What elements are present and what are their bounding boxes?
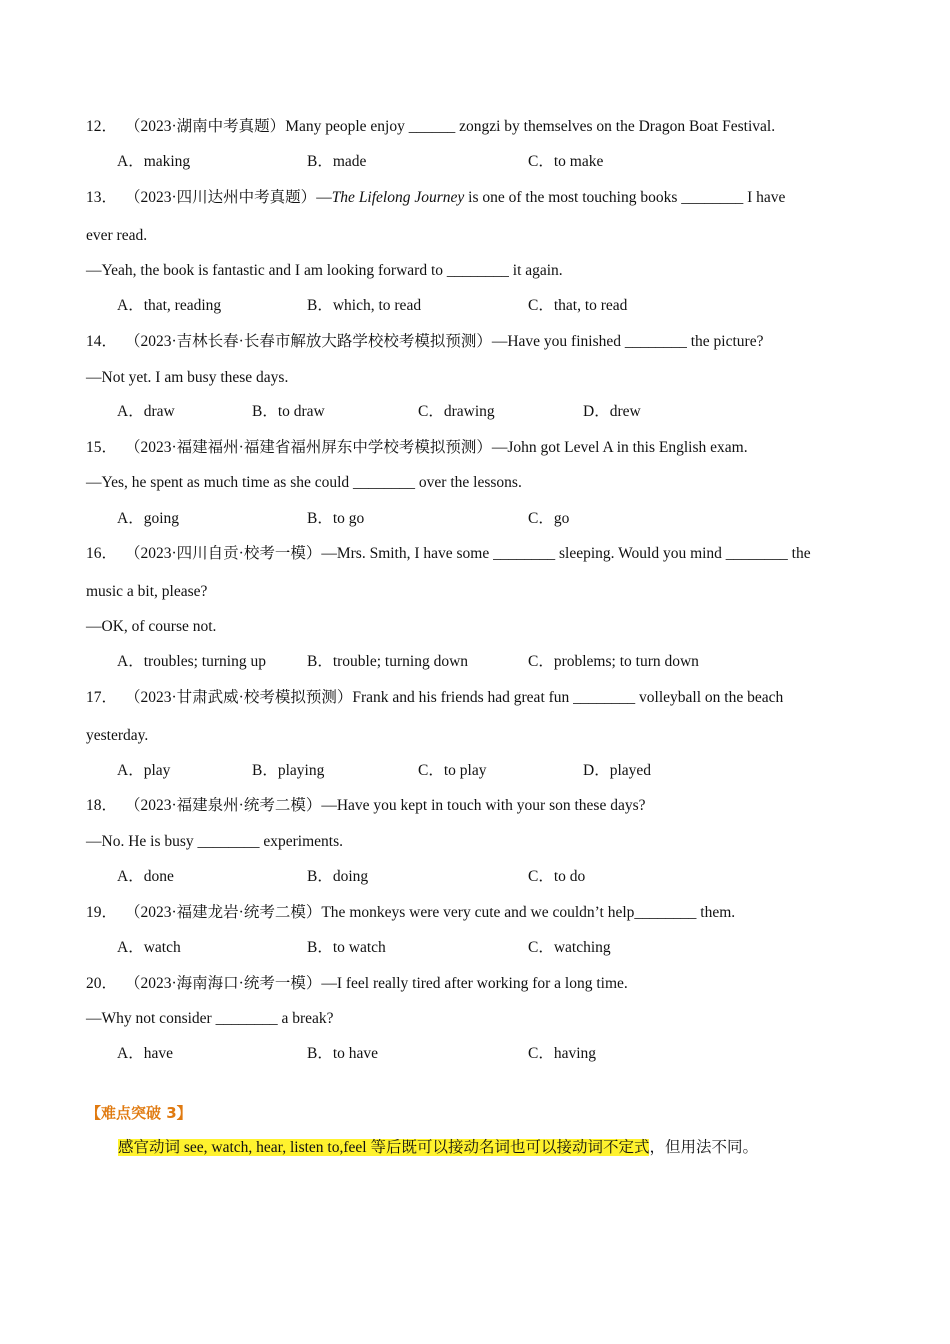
question-text: —John got Level A in this English exam. [491, 439, 748, 456]
book-title: The Lifelong Journey [331, 189, 465, 206]
question-source: （2023·福建泉州·统考二模） [125, 797, 322, 814]
question-15-line-2: —Yes, he spent as much time as she could ________ over the lessons. [86, 474, 522, 491]
question-text: —Have you kept in touch with your son these days? [321, 797, 646, 814]
option-b: B．to draw [252, 403, 325, 420]
option-b: B．to go [307, 510, 365, 527]
option-b: B．made [307, 153, 367, 170]
option-a: A．have [117, 1045, 173, 1062]
question-18-line-1 [86, 796, 646, 816]
question-number: 15． [86, 439, 118, 456]
question-number: 14． [86, 333, 118, 350]
question-text: —Mrs. Smith, I have some ________ sleeping. Would you mind ________ the [321, 545, 811, 562]
question-number: 16． [86, 545, 118, 562]
question-text: —Have you finished ________ the picture? [491, 333, 764, 350]
question-number: 18． [86, 797, 118, 814]
option-b: B．to watch [307, 939, 386, 956]
question-14-line-1 [86, 332, 763, 352]
question-19-options [0, 938, 950, 958]
question-source: （2023·福建龙岩·统考二模） [125, 904, 322, 921]
question-13-line-1 [86, 188, 785, 208]
question-13-line-3: —Yeah, the book is fantastic and I am looking forward to ________ it again. [86, 262, 563, 279]
question-20-options [0, 1044, 950, 1064]
option-a: A．done [117, 868, 174, 885]
option-c: C．watching [528, 939, 611, 956]
question-16-line-3: —OK, of course not. [86, 618, 217, 635]
option-c: C．to do [528, 868, 586, 885]
option-b: B．doing [307, 868, 369, 885]
question-17-options [0, 761, 950, 781]
option-b: B．playing [252, 762, 325, 779]
question-source: （2023·四川达州中考真题） [125, 189, 317, 206]
question-number: 20． [86, 975, 118, 992]
question-13-line-2: ever read. [86, 227, 148, 244]
question-number: 17． [86, 689, 118, 706]
option-a: A．play [117, 762, 171, 779]
option-c: C．problems; to turn down [528, 653, 699, 670]
option-a: A．draw [117, 403, 175, 420]
option-c: C．go [528, 510, 570, 527]
question-20-line-1 [86, 974, 628, 994]
option-a: A．watch [117, 939, 181, 956]
question-12-options [0, 152, 950, 172]
question-text: Many people enjoy ______ zongzi by themselves on the Dragon Boat Festival. [285, 118, 776, 135]
option-c: C．that, to read [528, 297, 628, 314]
question-18-line-2: —No. He is busy ________ experiments. [86, 833, 344, 850]
question-20-line-2: —Why not consider ________ a break? [86, 1010, 334, 1027]
question-number: 12． [86, 118, 118, 135]
option-c: C．having [528, 1045, 597, 1062]
option-a: A．that, reading [117, 297, 222, 314]
option-b: B．trouble; turning down [307, 653, 469, 670]
question-number: 19． [86, 904, 118, 921]
section-title: 【难点突破 3】 [86, 1104, 192, 1122]
question-17-line-2: yesterday. [86, 727, 149, 744]
question-source: （2023·福建福州·福建省福州屏东中学校考模拟预测） [125, 439, 492, 456]
question-source: （2023·甘肃武威·校考模拟预测） [125, 689, 353, 706]
question-source: （2023·海南海口·统考一模） [125, 975, 322, 992]
option-c: C．to make [528, 153, 604, 170]
question-12-line-1 [86, 117, 775, 137]
question-text: is one of the most touching books ________ I have [464, 189, 786, 206]
question-15-options [0, 509, 950, 529]
option-c: C．to play [418, 762, 487, 779]
question-text: —I feel really tired after working for a long time. [321, 975, 628, 992]
option-a: A．going [117, 510, 180, 527]
question-14-options [0, 402, 950, 422]
option-d: D．drew [583, 403, 641, 420]
question-source: （2023·湖南中考真题） [125, 118, 286, 135]
option-d: D．played [583, 762, 652, 779]
question-15-line-1 [86, 438, 748, 458]
question-number: 13． [86, 189, 118, 206]
option-b: B．which, to read [307, 297, 422, 314]
grammar-rule [118, 1138, 758, 1158]
question-16-options [0, 652, 950, 672]
question-source: （2023·吉林长春·长春市解放大路学校校考模拟预测） [125, 333, 492, 350]
question-19-line-1 [86, 903, 735, 923]
question-13-options [0, 296, 950, 316]
option-a: A．troubles; turning up [117, 653, 266, 670]
question-16-line-2: music a bit, please? [86, 583, 208, 600]
rule-text: ，但用法不同。 [649, 1139, 758, 1156]
option-a: A．making [117, 153, 191, 170]
question-text: The monkeys were very cute and we couldn’t help________ them. [321, 904, 736, 921]
question-16-line-1 [86, 544, 811, 564]
question-14-line-2: —Not yet. I am busy these days. [86, 369, 289, 386]
question-text: — [316, 189, 332, 206]
question-text: Frank and his friends had great fun ________ volleyball on the beach [352, 689, 784, 706]
option-c: C．drawing [418, 403, 495, 420]
question-18-options [0, 867, 950, 887]
question-17-line-1 [86, 688, 783, 708]
question-source: （2023·四川自贡·校考一模） [125, 545, 322, 562]
highlighted-rule-text: 感官动词 see, watch, hear, listen to,feel 等后既可以接动名词也可以接动词不定式 [118, 1139, 650, 1156]
option-b: B．to have [307, 1045, 379, 1062]
